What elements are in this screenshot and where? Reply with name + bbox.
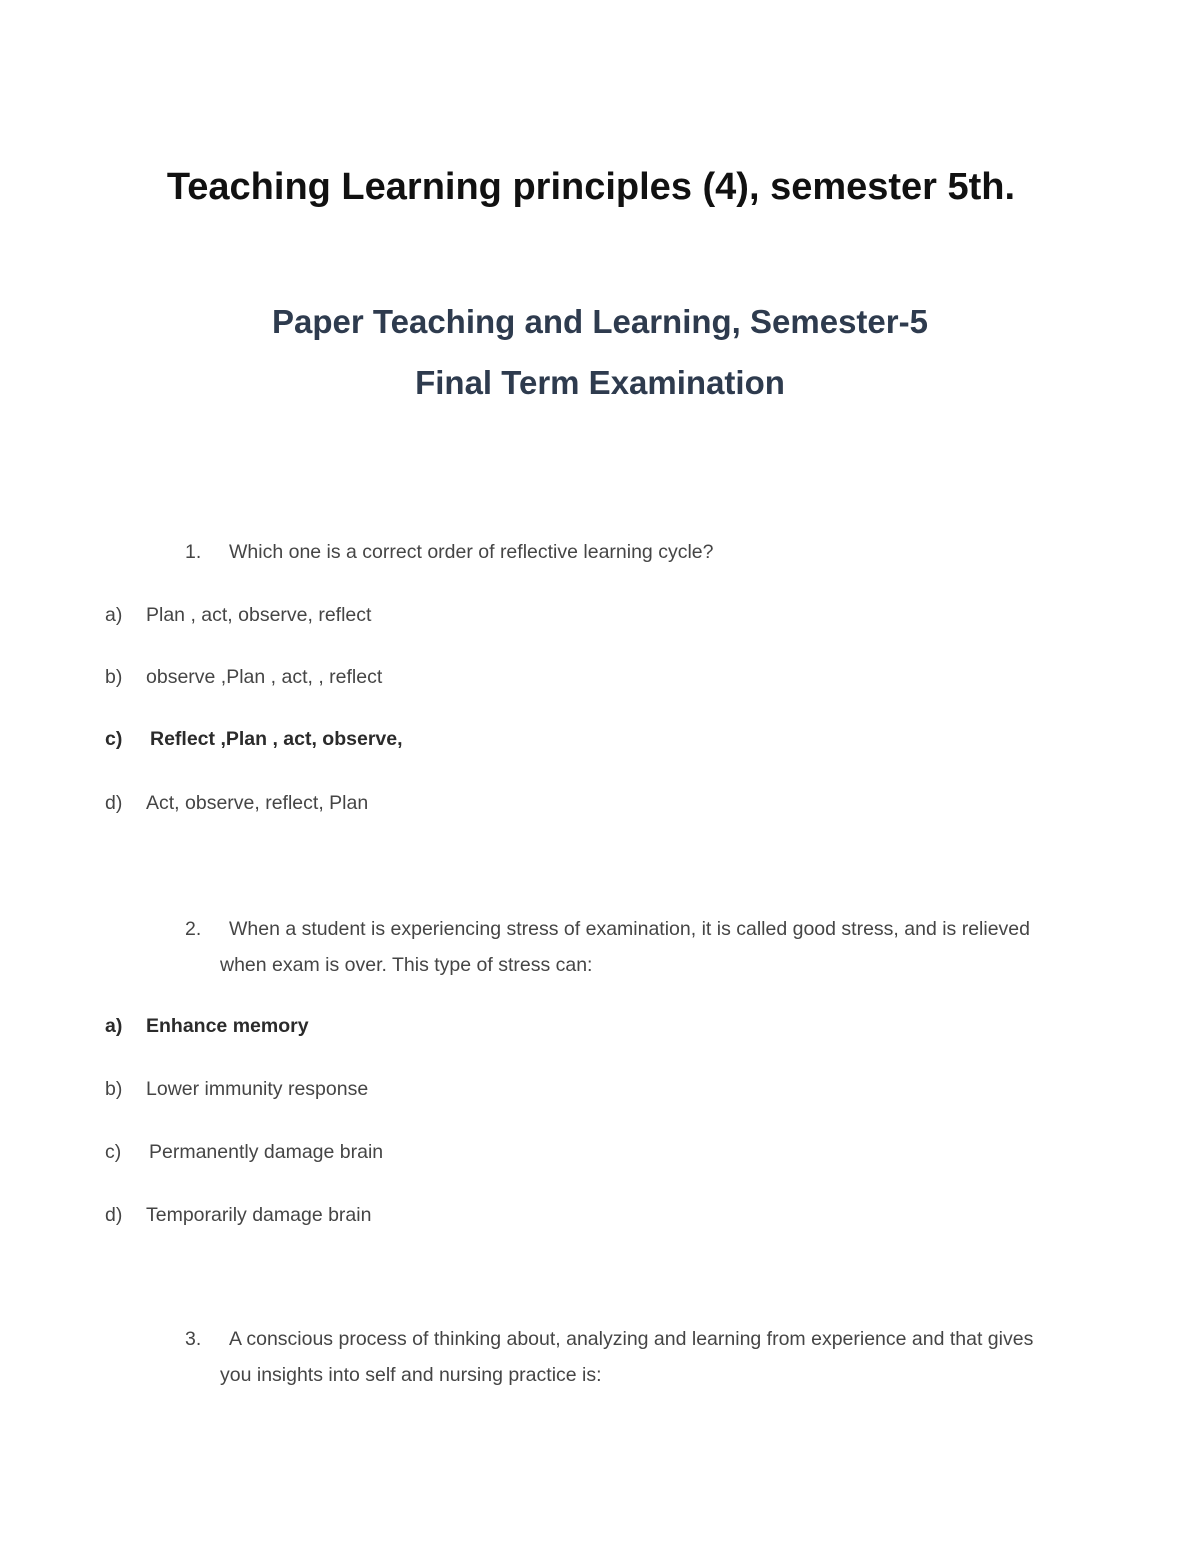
question-1-option-d: [105, 789, 368, 817]
question-text: Which one is a correct order of reflective learning cycle?: [229, 541, 714, 563]
option-text: Act, observe, reflect, Plan: [146, 792, 369, 814]
question-1: [185, 534, 1045, 570]
question-2-option-a-correct: [105, 1012, 309, 1040]
option-letter: a): [105, 1015, 123, 1037]
option-letter: d): [105, 792, 123, 814]
option-letter: c): [105, 728, 123, 750]
question-2-option-c: [105, 1138, 383, 1166]
question-2-option-b: [105, 1075, 368, 1103]
exam-type-heading: Final Term Examination: [415, 364, 785, 401]
option-text: Enhance memory: [146, 1015, 309, 1037]
option-text: Plan , act, observe, reflect: [146, 604, 372, 626]
question-3: [185, 1321, 1045, 1393]
option-text: Lower immunity response: [146, 1078, 369, 1100]
question-1-option-b: [105, 663, 382, 691]
option-text: Permanently damage brain: [149, 1141, 384, 1163]
option-letter: a): [105, 604, 123, 626]
question-1-option-c-correct: [105, 725, 403, 753]
option-text: Temporarily damage brain: [146, 1204, 372, 1226]
question-text: When a student is experiencing stress of examination, it is called good stress, and is relieved when exam is over. This type of stress can:: [220, 918, 1030, 976]
option-text: observe ,Plan , act, , reflect: [146, 666, 383, 688]
paper-subtitle: Paper Teaching and Learning, Semester-5: [272, 303, 928, 340]
question-number: 2.: [185, 918, 202, 940]
question-2-option-d: [105, 1201, 371, 1229]
option-letter: d): [105, 1204, 123, 1226]
option-text: Reflect ,Plan , act, observe,: [150, 728, 403, 750]
question-number: 1.: [185, 541, 202, 563]
option-letter: b): [105, 1078, 123, 1100]
question-1-option-a: [105, 601, 371, 629]
question-text: A conscious process of thinking about, analyzing and learning from experience and that gives you insights into self and nursing practice is:: [220, 1328, 1034, 1386]
question-2: [185, 911, 1045, 983]
option-letter: c): [105, 1141, 122, 1163]
document-title: Teaching Learning principles (4), semester 5th.: [166, 166, 1016, 208]
option-letter: b): [105, 666, 123, 688]
question-number: 3.: [185, 1328, 202, 1350]
